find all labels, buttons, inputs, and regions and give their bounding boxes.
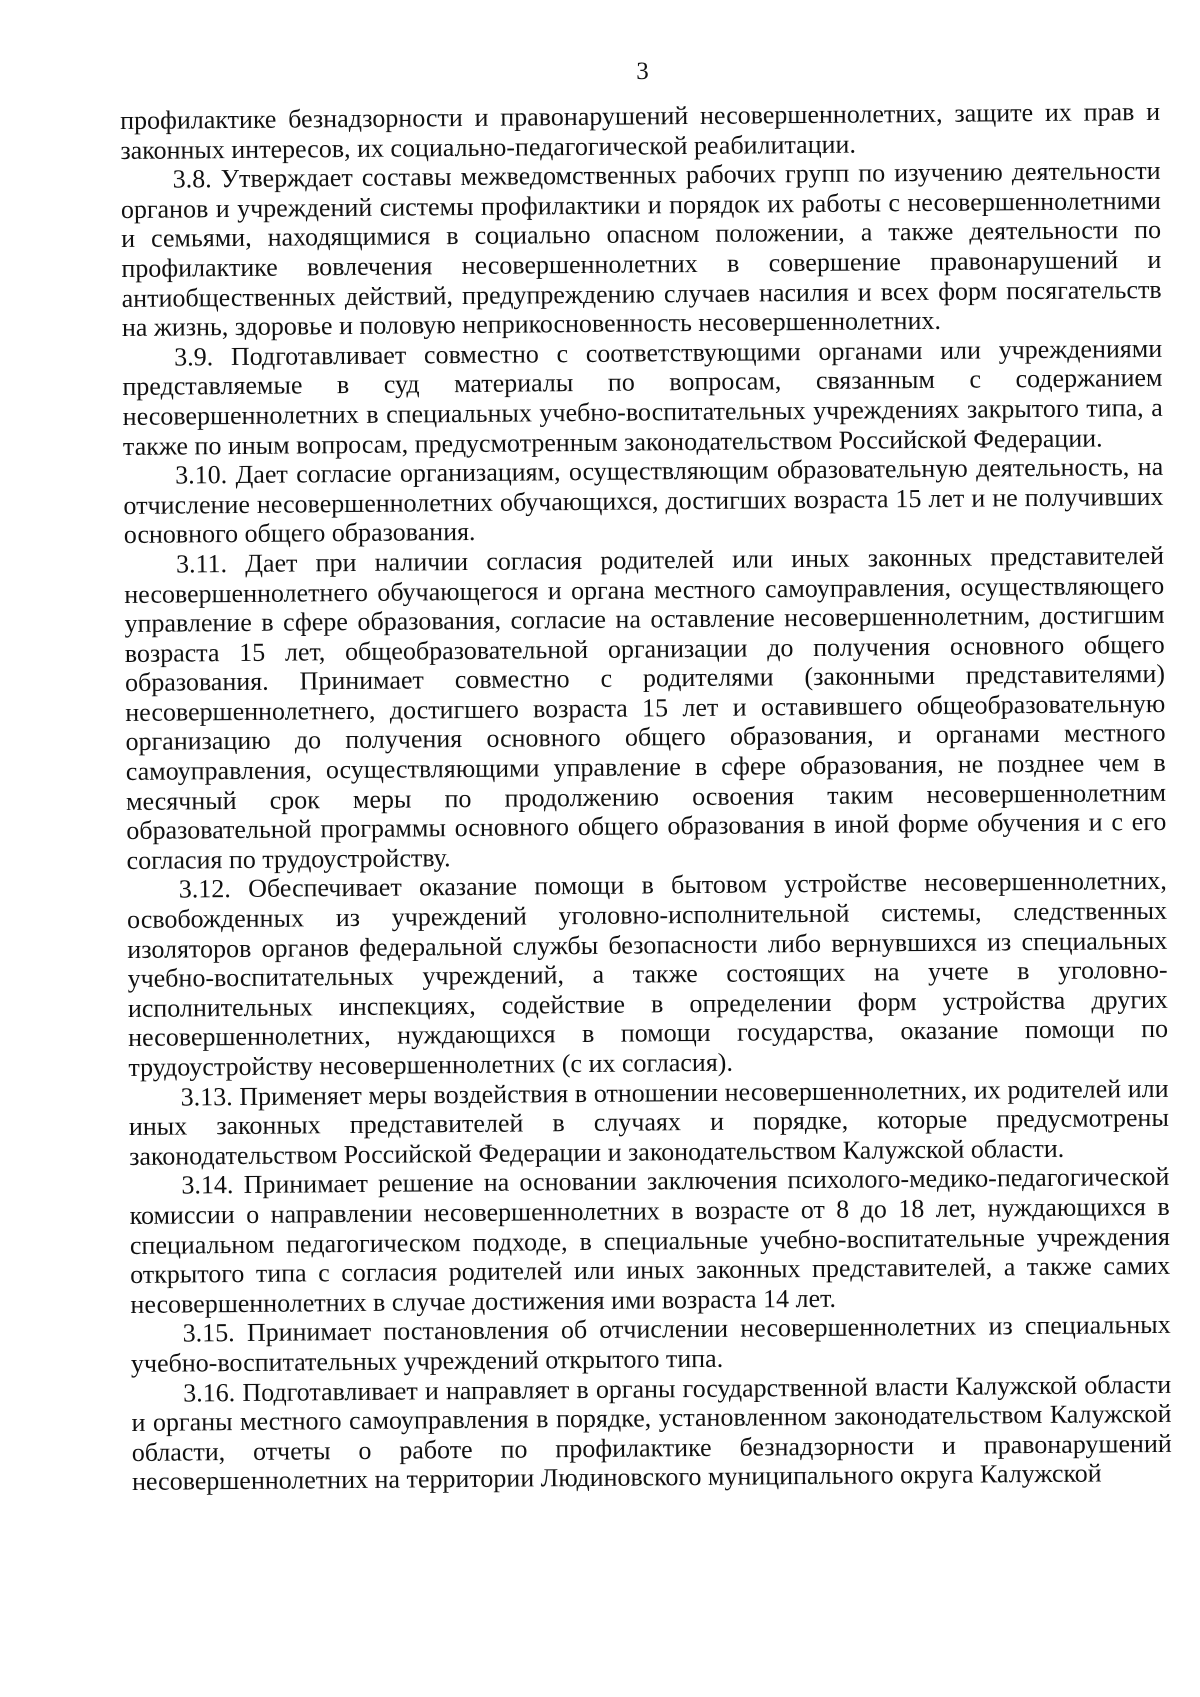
- paragraph-3-14: 3.14. Принимает решение на основании заключения психолого-медико-педагогической комиссии о направлении несовершеннолетних в возрасте от 8 до 18 лет, нуждающихся в специальном педагогическом подходе, в специальные учебно-воспитательные учреждения открытого типа с согласия родителей или иных законных представителей, а также самих несовершеннолетних в случае достижения ими возраста 14 лет.: [129, 1162, 1171, 1319]
- paragraph-3-12: 3.12. Обеспечивает оказание помощи в бытовом устройстве несовершеннолетних, освобожденных из учреждений уголовно-исполнительной системы, следственных изоляторов органов федеральной службы безопасности либо вернувшихся из специальных учебно-воспитательных учреждений, а также состоящих на учете в уголовно-исполнительных инспекциях, содействие в определении форм устройства других несовершеннолетних, нуждающихся в помощи государства, оказание помощи по трудоустройству несовершеннолетних (с их согласия).: [126, 866, 1169, 1082]
- paragraph-continuation: профилактике безнадзорности и правонарушений несовершеннолетних, защите их прав и законных интересов, их социально-педагогической реабилитации.: [120, 96, 1161, 165]
- paragraph-3-9: 3.9. Подготавливает совместно с соответствующими органами или учреждениями представляемые в суд материалы по вопросам, связанным с содержанием несовершеннолетних в специальных учебно-воспитательных учреждениях закрытого типа, а также по иным вопросам, предусмотренным законодательством Российской Федерации.: [122, 333, 1163, 461]
- paragraph-3-13: 3.13. Применяет меры воздействия в отношении несовершеннолетних, их родителей или иных законных представителей в случаях и порядке, которые предусмотрены законодательством Российской Федерации и законодательством Калужской области.: [128, 1073, 1169, 1171]
- document-body: [120, 97, 1172, 1497]
- paragraph-3-8: 3.8. Утверждает составы межведомственных рабочих групп по изучению деятельности органов и учреждений системы профилактики и порядок их работы с несовершеннолетними и семьями, находящимися в социально опасном положении, а также деятельности по профилактике вовлечения несовершеннолетних в совершение правонарушений и антиобщественных действий, предупреждению случаев насилия и всех форм посягательств на жизнь, здоровье и половую неприкосновенность несовершеннолетних.: [120, 156, 1162, 343]
- paragraph-3-10: 3.10. Дает согласие организациям, осуществляющим образовательную деятельность, на отчисление несовершеннолетних обучающихся, достигших возраста 15 лет и не получивших основного общего образования.: [123, 452, 1164, 550]
- paragraph-3-11: 3.11. Дает при наличии согласия родителей или иных законных представителей несовершеннолетнего обучающегося и органа местного самоуправления, осуществляющего управление в сфере образования, согласие на оставление несовершеннолетним, достигшим возраста 15 лет, общеобразовательной организации до получения основного общего образования. Принимает совместно с родителями (законными представителями) несовершеннолетнего, достигшего возраста 15 лет и оставившего общеобразовательную организацию до получения основного общего образования, и органами местного самоуправления, осуществляющими управление в сфере образования, не позднее чем в месячный срок меры по продолжению освоения таким несовершеннолетним образовательной программы основного общего образования в иной форме обучения и с его согласия по трудоустройству.: [124, 540, 1167, 875]
- paragraph-3-16: 3.16. Подготавливает и направляет в органы государственной власти Калужской области и органы местного самоуправления в порядке, установленном законодательством Калужской области, отчеты о работе по профилактике безнадзорности и правонарушений несовершеннолетних на территории Людиновского муниципального округа Калужской: [131, 1369, 1172, 1497]
- page-number: 3: [636, 58, 649, 85]
- paragraph-3-15: 3.15. Принимает постановления об отчислении несовершеннолетних из специальных учебно-воспитательных учреждений открытого типа.: [130, 1310, 1171, 1378]
